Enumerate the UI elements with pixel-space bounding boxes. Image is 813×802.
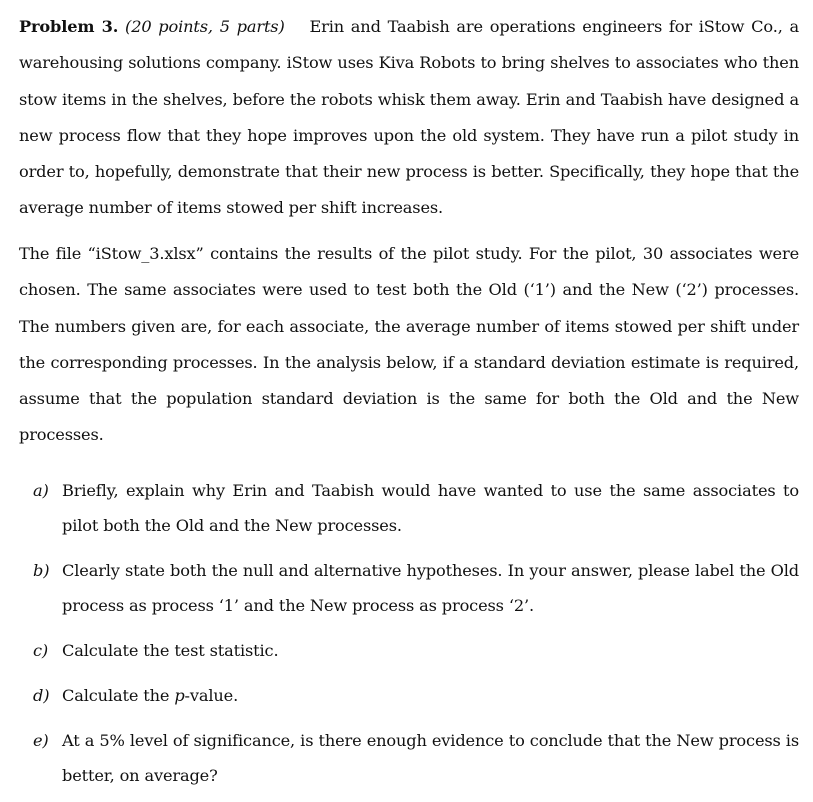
problem-points: (20 points, 5 parts) xyxy=(125,17,285,36)
part-label: b) xyxy=(33,561,50,580)
part-text-before: Calculate the xyxy=(62,686,175,705)
problem-heading: Problem 3. xyxy=(19,17,119,36)
part-text: Calculate the test statistic. xyxy=(62,641,279,660)
list-item xyxy=(33,473,799,543)
part-text: Clearly state both the null and alternative hypotheses. In your answer, please label the Old process as process ‘1’ and the New process as process ‘2’. xyxy=(62,561,799,615)
list-item xyxy=(33,633,799,668)
p-variable: p xyxy=(174,686,185,705)
problem-intro-paragraph xyxy=(19,9,799,227)
part-label: e) xyxy=(33,731,49,750)
list-item xyxy=(33,553,799,623)
part-text-after: -value. xyxy=(184,686,239,705)
part-label: c) xyxy=(33,641,49,660)
part-label: a) xyxy=(33,481,49,500)
list-item xyxy=(33,723,799,793)
part-text xyxy=(62,678,799,713)
part-text: Briefly, explain why Erin and Taabish would have wanted to use the same associates to pilot both the Old and the New processes. xyxy=(62,481,799,535)
part-label: d) xyxy=(33,686,50,705)
problem-intro-text: Erin and Taabish are operations engineers for iStow Co., a warehousing solutions company. iStow uses Kiva Robots to bring shelves to associates who then stow items in the shelves, before the robots whisk them away. Erin and Taabish have designed a new process flow that they hope improves upon the old system. They have run a pilot study in order to, hopefully, demonstrate that their new process is better. Specifically, they hope that the average number of items stowed per shift increases. xyxy=(19,17,799,218)
part-text: At a 5% level of significance, is there enough evidence to conclude that the New process is better, on average? xyxy=(62,731,799,785)
problem-details-paragraph: The file “iStow_3.xlsx” contains the results of the pilot study. For the pilot, 30 associates were chosen. The same associates were used to test both the Old (‘1’) and the New (‘2’) processes. The numbers given are, for each associate, the average number of items stowed per shift under the corresponding processes. In the analysis below, if a standard deviation estimate is required, assume that the population standard deviation is the same for both the Old and the New processes. xyxy=(19,244,799,445)
list-item xyxy=(33,678,799,713)
